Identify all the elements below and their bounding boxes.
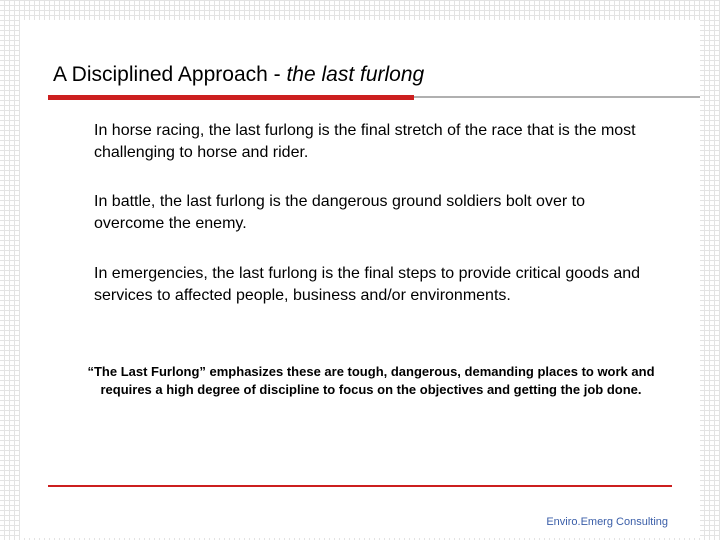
paragraph-emergencies: In emergencies, the last furlong is the final steps to provide critical goods and services to affected people, business and/or environments. [94, 265, 641, 304]
footer-divider [48, 485, 672, 487]
paragraph-battle: In battle, the last furlong is the dangerous ground soldiers bolt over to overcome the enemy. [94, 193, 585, 232]
slide-title [53, 63, 424, 87]
title-underline-red [48, 95, 414, 100]
slide-title-main: A Disciplined Approach - [53, 63, 287, 86]
paragraph-horse-racing: In horse racing, the last furlong is the final stretch of the race that is the most challenging to horse and rider. [94, 122, 636, 161]
slide-title-italic: the last furlong [286, 63, 425, 86]
quote-last-furlong: “The Last Furlong” emphasizes these are tough, dangerous, demanding places to work and requires a high degree of discipline to focus on the objectives and getting the job done. [87, 364, 655, 397]
footer-company-name: Enviro.Emerg Consulting [546, 516, 668, 528]
